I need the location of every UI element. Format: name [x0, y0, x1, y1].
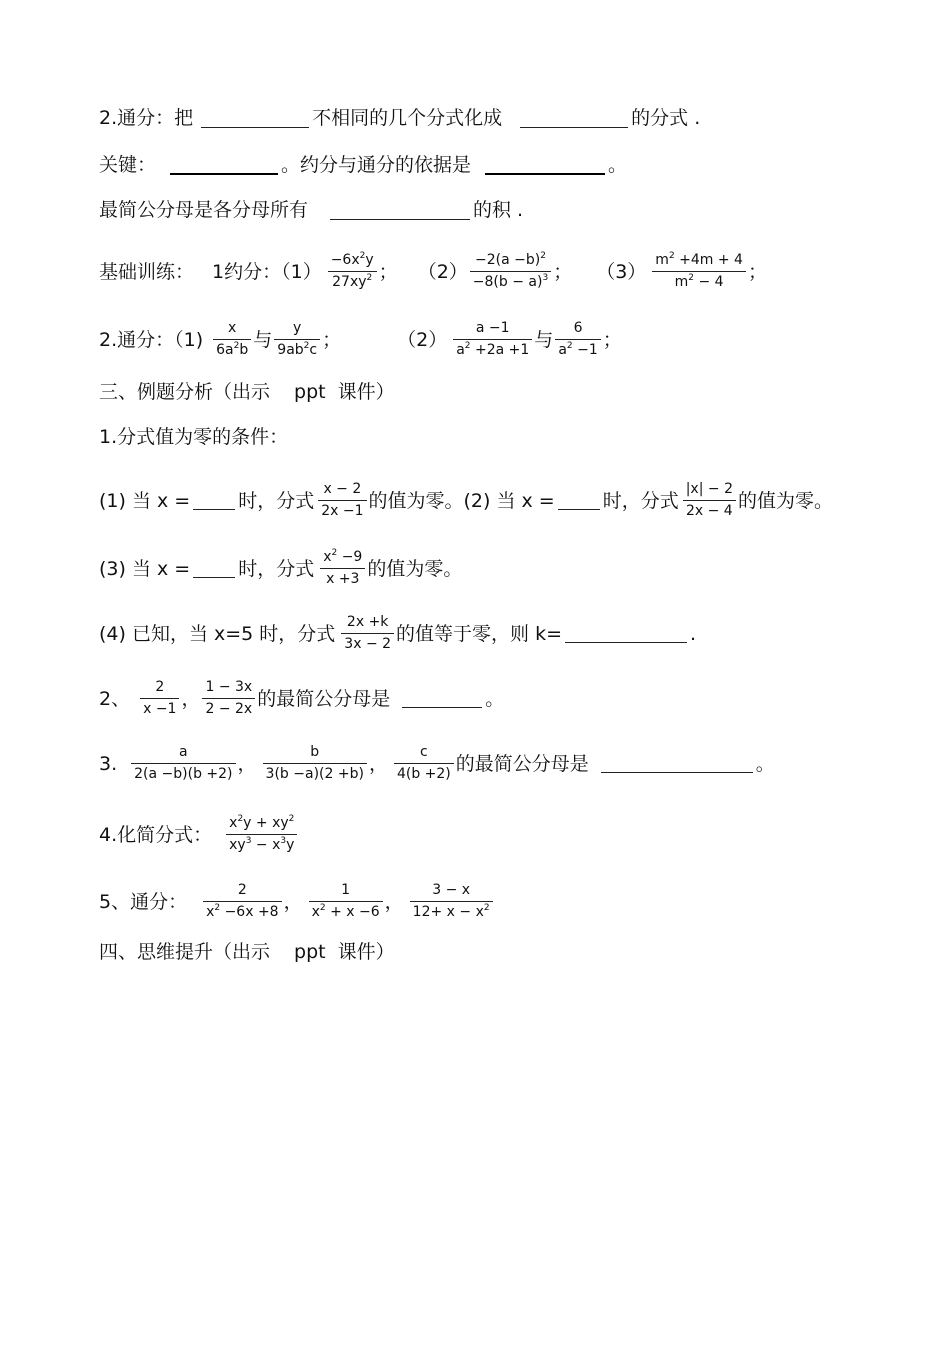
- text: 三、例题分析（出示: [99, 381, 271, 403]
- fraction: [318, 481, 366, 520]
- text: 课件）: [337, 941, 395, 963]
- numerator: 3 − x: [432, 882, 471, 898]
- fraction: [453, 320, 532, 359]
- text: 时，分式: [602, 489, 679, 512]
- answer-blank[interactable]: [193, 559, 235, 578]
- numerator: a: [179, 744, 188, 760]
- fraction: [320, 549, 365, 588]
- answer-blank[interactable]: [520, 109, 628, 128]
- text: ppt: [294, 381, 326, 403]
- numerator: $x^2y + xy^2$: [229, 814, 295, 831]
- numerator: |x| − 2: [685, 481, 733, 497]
- fraction: [328, 252, 377, 291]
- line-common-denominator-5: [99, 882, 495, 921]
- fraction: [410, 882, 493, 921]
- numerator: x: [228, 320, 237, 336]
- text: 基础训练：: [99, 260, 195, 283]
- fraction: [652, 252, 746, 291]
- text: 1.分式值为零的条件：: [99, 426, 289, 448]
- numerator: a −1: [475, 320, 510, 336]
- answer-blank[interactable]: [565, 624, 687, 643]
- text: 2.通分：把: [99, 107, 194, 129]
- denominator: 3x − 2: [341, 633, 394, 653]
- denominator: $m^2 - 4$: [652, 271, 746, 291]
- text: ；: [747, 260, 767, 283]
- denominator: $6a^2b$: [213, 339, 251, 359]
- line-key-points: [99, 153, 627, 177]
- text: 1约分：（1）: [212, 260, 322, 283]
- denominator: $27xy^2$: [328, 271, 377, 291]
- fraction: [309, 882, 383, 921]
- text: ；: [378, 260, 398, 283]
- answer-blank[interactable]: [485, 155, 605, 175]
- text: （3）: [596, 260, 647, 283]
- text: 课件）: [337, 381, 395, 403]
- numerator: $m^2 +4m + 4$: [655, 251, 743, 268]
- line-simplify-fraction: [99, 815, 299, 854]
- text: 的值为零。: [367, 557, 463, 580]
- text: 时，分式: [238, 557, 315, 580]
- text: .: [690, 622, 697, 645]
- line-problem-1-2: [99, 481, 833, 520]
- denominator: $a^2 +2a +1$: [453, 339, 532, 359]
- line-tongfen-definition: [99, 106, 700, 130]
- line-problem-3: [99, 549, 462, 588]
- text: 的最简公分母是: [455, 752, 589, 775]
- denominator: 2x − 4: [683, 500, 736, 520]
- text: (3) 当 x =: [99, 557, 191, 580]
- numerator: 2x +k: [346, 614, 389, 630]
- text: 。: [485, 687, 505, 710]
- line-problem-4: [99, 614, 696, 653]
- fraction: [470, 252, 551, 291]
- section-heading-examples: [99, 380, 395, 404]
- text: ，: [181, 687, 201, 710]
- denominator: $12+ x - x^2$: [410, 901, 493, 921]
- text: 4.化简分式：: [99, 823, 213, 846]
- fraction: [683, 481, 736, 520]
- text: 的值为零。(2) 当 x =: [368, 489, 555, 512]
- text: 的分式 .: [631, 107, 701, 129]
- numerator: 2: [237, 882, 247, 898]
- numerator: $-6x^2y$: [330, 251, 374, 268]
- denominator: $xy^3 - x^3y$: [226, 834, 297, 854]
- line-basic-training-reduce: [99, 252, 767, 291]
- answer-blank[interactable]: [193, 491, 235, 510]
- numerator: 2: [155, 679, 165, 695]
- line-lcd-problem-2: [99, 679, 504, 718]
- denominator: 3(b −a)(2 +b): [263, 763, 367, 783]
- denominator: x +3: [320, 568, 365, 588]
- answer-blank[interactable]: [402, 689, 482, 708]
- text: ；: [553, 260, 573, 283]
- fraction: [263, 744, 367, 783]
- text: 。: [608, 154, 628, 176]
- text: ，: [384, 890, 404, 913]
- text: ，: [368, 752, 388, 775]
- text: 不相同的几个分式化成: [312, 107, 503, 129]
- fraction: [213, 320, 251, 359]
- text: ppt: [294, 941, 326, 963]
- text: （2）: [397, 328, 448, 351]
- fraction: [394, 744, 454, 783]
- denominator: $9ab^2c$: [274, 339, 320, 359]
- numerator: $-2(a -b)^2$: [475, 251, 546, 268]
- line-lcd-definition: [99, 198, 523, 222]
- answer-blank[interactable]: [558, 491, 600, 510]
- numerator: $x^2 -9$: [323, 548, 363, 565]
- denominator: $x^2 -6x +8$: [203, 901, 282, 921]
- numerator: 1: [341, 882, 351, 898]
- text: 四、思维提升（出示: [99, 941, 271, 963]
- numerator: b: [310, 744, 320, 760]
- text: 与: [534, 328, 554, 351]
- denominator: 2 − 2x: [202, 698, 255, 718]
- text: 。: [755, 752, 775, 775]
- section-heading-thinking: [99, 940, 395, 964]
- numerator: y: [293, 320, 302, 336]
- text: 2、: [99, 687, 131, 710]
- denominator: x −1: [140, 698, 179, 718]
- text: 的值为零。: [737, 489, 833, 512]
- denominator: $x^2 + x -6$: [309, 901, 383, 921]
- fraction: [555, 320, 600, 359]
- text: 与: [253, 328, 273, 351]
- numerator: x − 2: [323, 481, 362, 497]
- text: 5、通分：: [99, 890, 188, 913]
- fraction: [274, 320, 320, 359]
- text: 最简公分母是各分母所有: [99, 199, 309, 221]
- text: ，: [283, 890, 303, 913]
- denominator: 2(a −b)(b +2): [131, 763, 235, 783]
- line-lcd-problem-3: [99, 744, 775, 783]
- text: 的积 .: [473, 199, 524, 221]
- text: （2）: [417, 260, 468, 283]
- answer-blank[interactable]: [601, 754, 753, 773]
- text: 。约分与通分的依据是: [281, 154, 472, 176]
- numerator: c: [420, 744, 428, 760]
- numerator: 1 − 3x: [205, 679, 253, 695]
- fraction: [131, 744, 235, 783]
- text: ，: [237, 752, 257, 775]
- numerator: 6: [573, 320, 583, 336]
- fraction: [226, 815, 297, 854]
- text: (1) 当 x =: [99, 489, 191, 512]
- text: 时，分式: [238, 489, 315, 512]
- text: 的值等于零，则 k=: [396, 622, 562, 645]
- denominator: $-8(b - a)^3$: [470, 271, 551, 291]
- denominator: 4(b +2): [394, 763, 454, 783]
- text: 的最简公分母是: [257, 687, 391, 710]
- answer-blank[interactable]: [201, 109, 309, 128]
- answer-blank[interactable]: [170, 155, 278, 175]
- denominator: 2x −1: [318, 500, 366, 520]
- text: (4) 已知，当 x=5 时，分式: [99, 622, 336, 645]
- answer-blank[interactable]: [330, 201, 470, 220]
- text: ；: [322, 328, 342, 351]
- text: 关键：: [99, 154, 157, 176]
- text: ；: [602, 328, 622, 351]
- denominator: $a^2 -1$: [555, 339, 600, 359]
- line-zero-condition: [99, 425, 288, 449]
- fraction: [202, 679, 255, 718]
- text: 3.: [99, 752, 118, 775]
- fraction: [341, 614, 394, 653]
- fraction: [203, 882, 282, 921]
- line-common-denominator: [99, 320, 622, 359]
- text: 2.通分：（1): [99, 328, 204, 351]
- fraction: [140, 679, 179, 718]
